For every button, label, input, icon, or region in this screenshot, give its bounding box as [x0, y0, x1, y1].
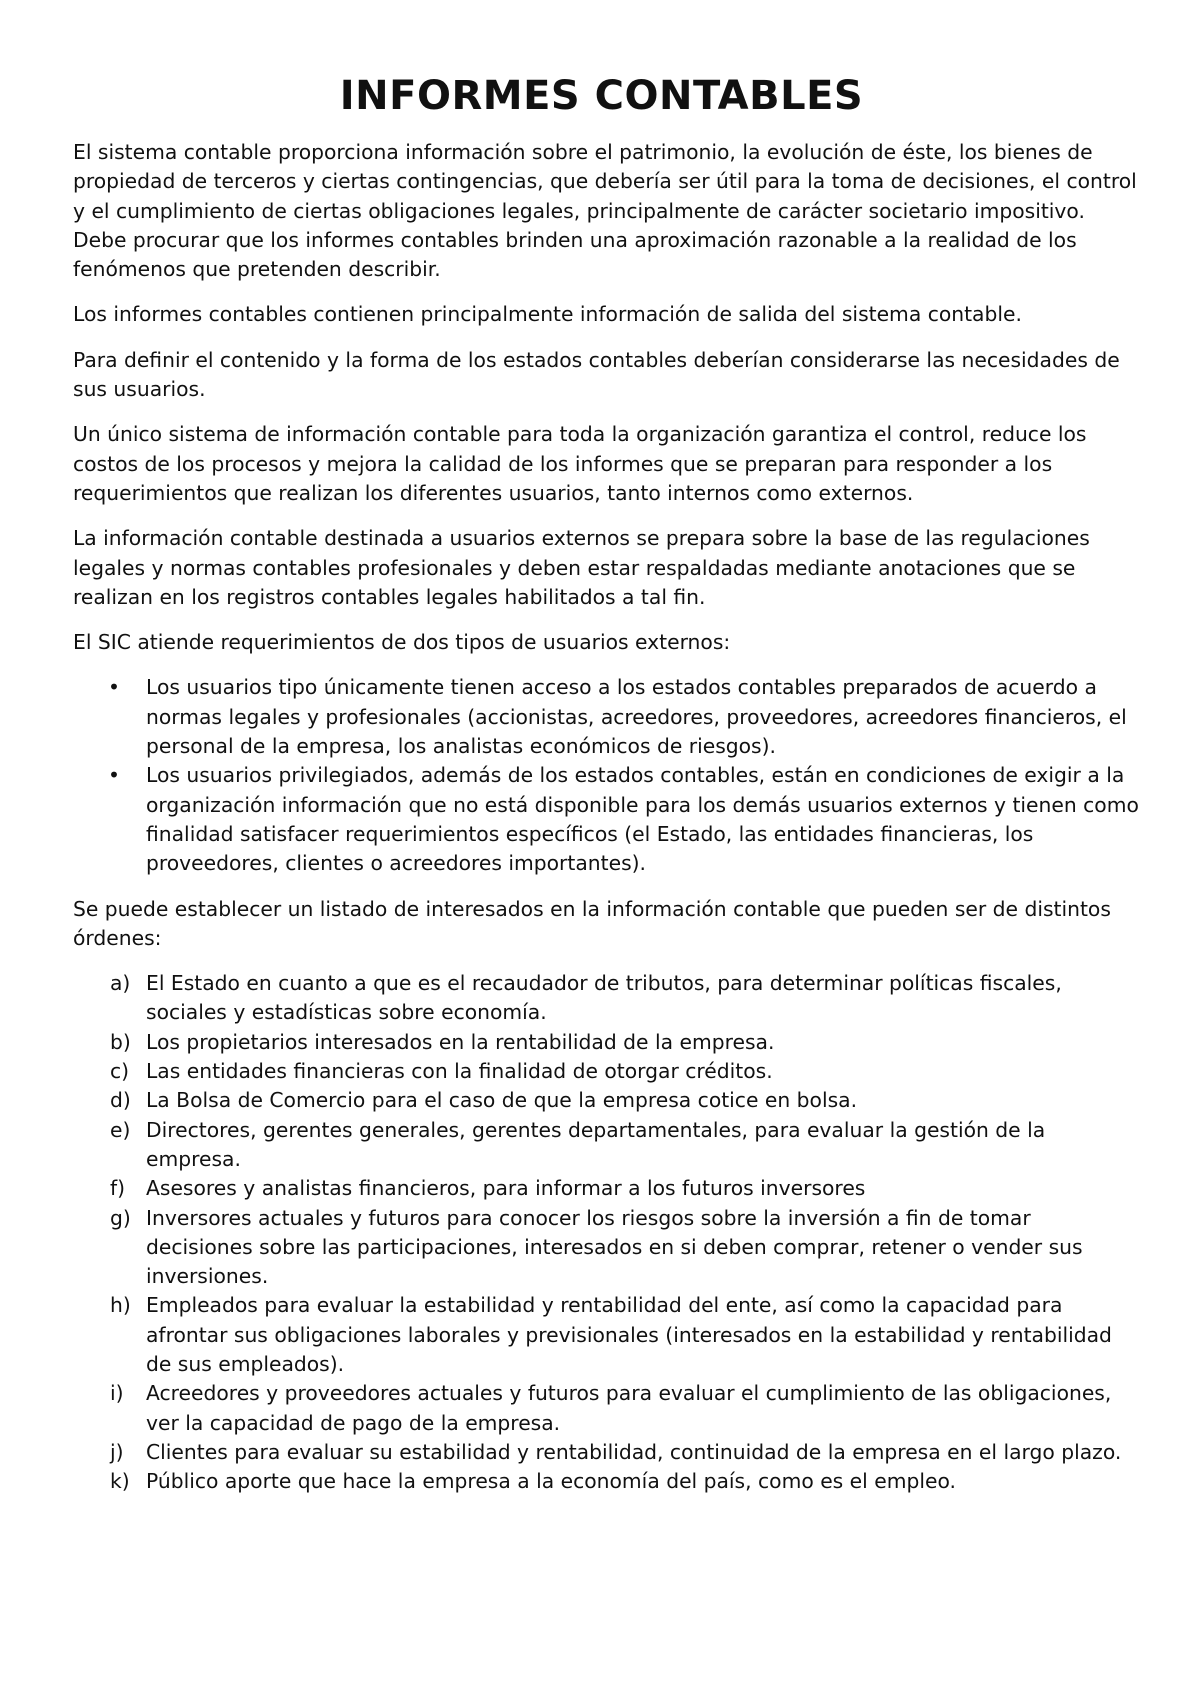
paragraph-external-users: La información contable destinada a usuarios externos se prepara sobre la base de las regulaciones legales y normas contables profesionales y deben estar respaldadas mediante anotaciones que se realizan en los registros contables legales habilitados a tal fin. [73, 526, 1090, 609]
stakeholders-list [73, 969, 1140, 1496]
list-item-text: Inversores actuales y futuros para conocer los riesgos sobre la inversión a fin de tomar decisiones sobre las participaciones, interesados en si deben comprar, retener o vender sus inversiones. [146, 1205, 1083, 1289]
list-item-text: Directores, gerentes generales, gerentes departamentales, para evaluar la gestión de la empresa. [146, 1117, 1046, 1171]
item-letter: d) [110, 1088, 131, 1113]
list-item-text: Los propietarios interesados en la rentabilidad de la empresa. [146, 1029, 775, 1054]
list-item [73, 969, 1140, 1028]
list-item [73, 1116, 1140, 1175]
list-item-text: Empleados para evaluar la estabilidad y rentabilidad del ente, así como la capacidad para afrontar sus obligaciones laborales y previsionales (interesados en la estabilidad y rentabilidad de sus empleados). [146, 1293, 1112, 1376]
paragraph-single-system: Un único sistema de información contable para toda la organización garantiza el control, reduce los costos de los procesos y mejora la calidad de los informes que se preparan para responder a los requerimientos que realizan los diferentes usuarios, tanto internos como externos. [73, 422, 1087, 505]
list-item-text: Los usuarios tipo únicamente tienen acceso a los estados contables preparados de acuerdo a normas legales y profesionales (accionistas, acreedores, proveedores, acreedores financieros, el personal de la empresa, los analistas económicos de riesgos). [146, 675, 1127, 759]
item-letter: e) [110, 1117, 131, 1142]
list-item [73, 1204, 1140, 1292]
list-item-text: Acreedores y proveedores actuales y futuros para evaluar el cumplimiento de las obligaciones, ver la capacidad de pago de la empresa. [146, 1381, 1112, 1435]
list-item-text: Los usuarios privilegiados, además de los estados contables, están en condiciones de exigir a la organización información que no está disponible para los demás usuarios externos y tienen como finalidad satisfacer requerimientos específicos (el Estado, las entidades financieras, los proveedores, clientes o acreedores importantes). [146, 763, 1139, 876]
list-item [73, 1438, 1140, 1467]
list-item [73, 1028, 1140, 1057]
document-title: INFORMES CONTABLES [339, 73, 864, 119]
item-letter: g) [110, 1205, 131, 1230]
list-item [73, 673, 1140, 761]
bullet-marker: • [108, 675, 120, 700]
item-letter: h) [110, 1293, 131, 1318]
list-item [73, 1057, 1140, 1086]
list-item [73, 1086, 1140, 1115]
item-letter: i) [110, 1381, 124, 1406]
item-letter: k) [110, 1469, 130, 1494]
paragraph-intro: El sistema contable proporciona información sobre el patrimonio, la evolución de éste, los bienes de propiedad de terceros y ciertas contingencias, que debería ser útil para la toma de decisiones, el control y el cumplimiento de ciertas obligaciones legales, principalmente de carácter societario impositivo. Debe procurar que los informes contables brinden una aproximación razonable a la realidad de los fenómenos que pretenden describir. [73, 140, 1137, 282]
paragraph-content-form: Para definir el contenido y la forma de los estados contables deberían considerarse las necesidades de sus usuarios. [73, 347, 1120, 402]
paragraph-output-info: Los informes contables contienen principalmente información de salida del sistema contable. [73, 302, 1022, 327]
list-item [73, 1379, 1140, 1438]
item-letter: b) [110, 1029, 131, 1054]
paragraph-sic-users: El SIC atiende requerimientos de dos tipos de usuarios externos: [73, 630, 731, 655]
list-item-text: La Bolsa de Comercio para el caso de que la empresa cotice en bolsa. [146, 1088, 858, 1113]
item-letter: c) [110, 1059, 130, 1084]
user-types-list [73, 673, 1140, 878]
item-letter: j) [110, 1439, 124, 1464]
list-item-text: Público aporte que hace la empresa a la economía del país, como es el empleo. [146, 1469, 956, 1494]
paragraph-stakeholders-intro: Se puede establecer un listado de interesados en la información contable que pueden ser de distintos órdenes: [73, 896, 1111, 950]
list-item [73, 1467, 1140, 1496]
list-item-text: Asesores y analistas financieros, para informar a los futuros inversores [146, 1176, 866, 1201]
list-item-text: El Estado en cuanto a que es el recaudador de tributos, para determinar políticas fiscales, sociales y estadísticas sobre economía. [146, 971, 1062, 1025]
list-item [73, 1291, 1140, 1379]
bullet-marker: • [108, 763, 120, 788]
list-item-text: Las entidades financieras con la finalidad de otorgar créditos. [146, 1059, 773, 1084]
list-item-text: Clientes para evaluar su estabilidad y rentabilidad, continuidad de la empresa en el largo plazo. [146, 1439, 1122, 1464]
list-item [73, 761, 1140, 878]
item-letter: a) [110, 971, 131, 996]
item-letter: f) [110, 1176, 126, 1201]
list-item [73, 1174, 1140, 1203]
